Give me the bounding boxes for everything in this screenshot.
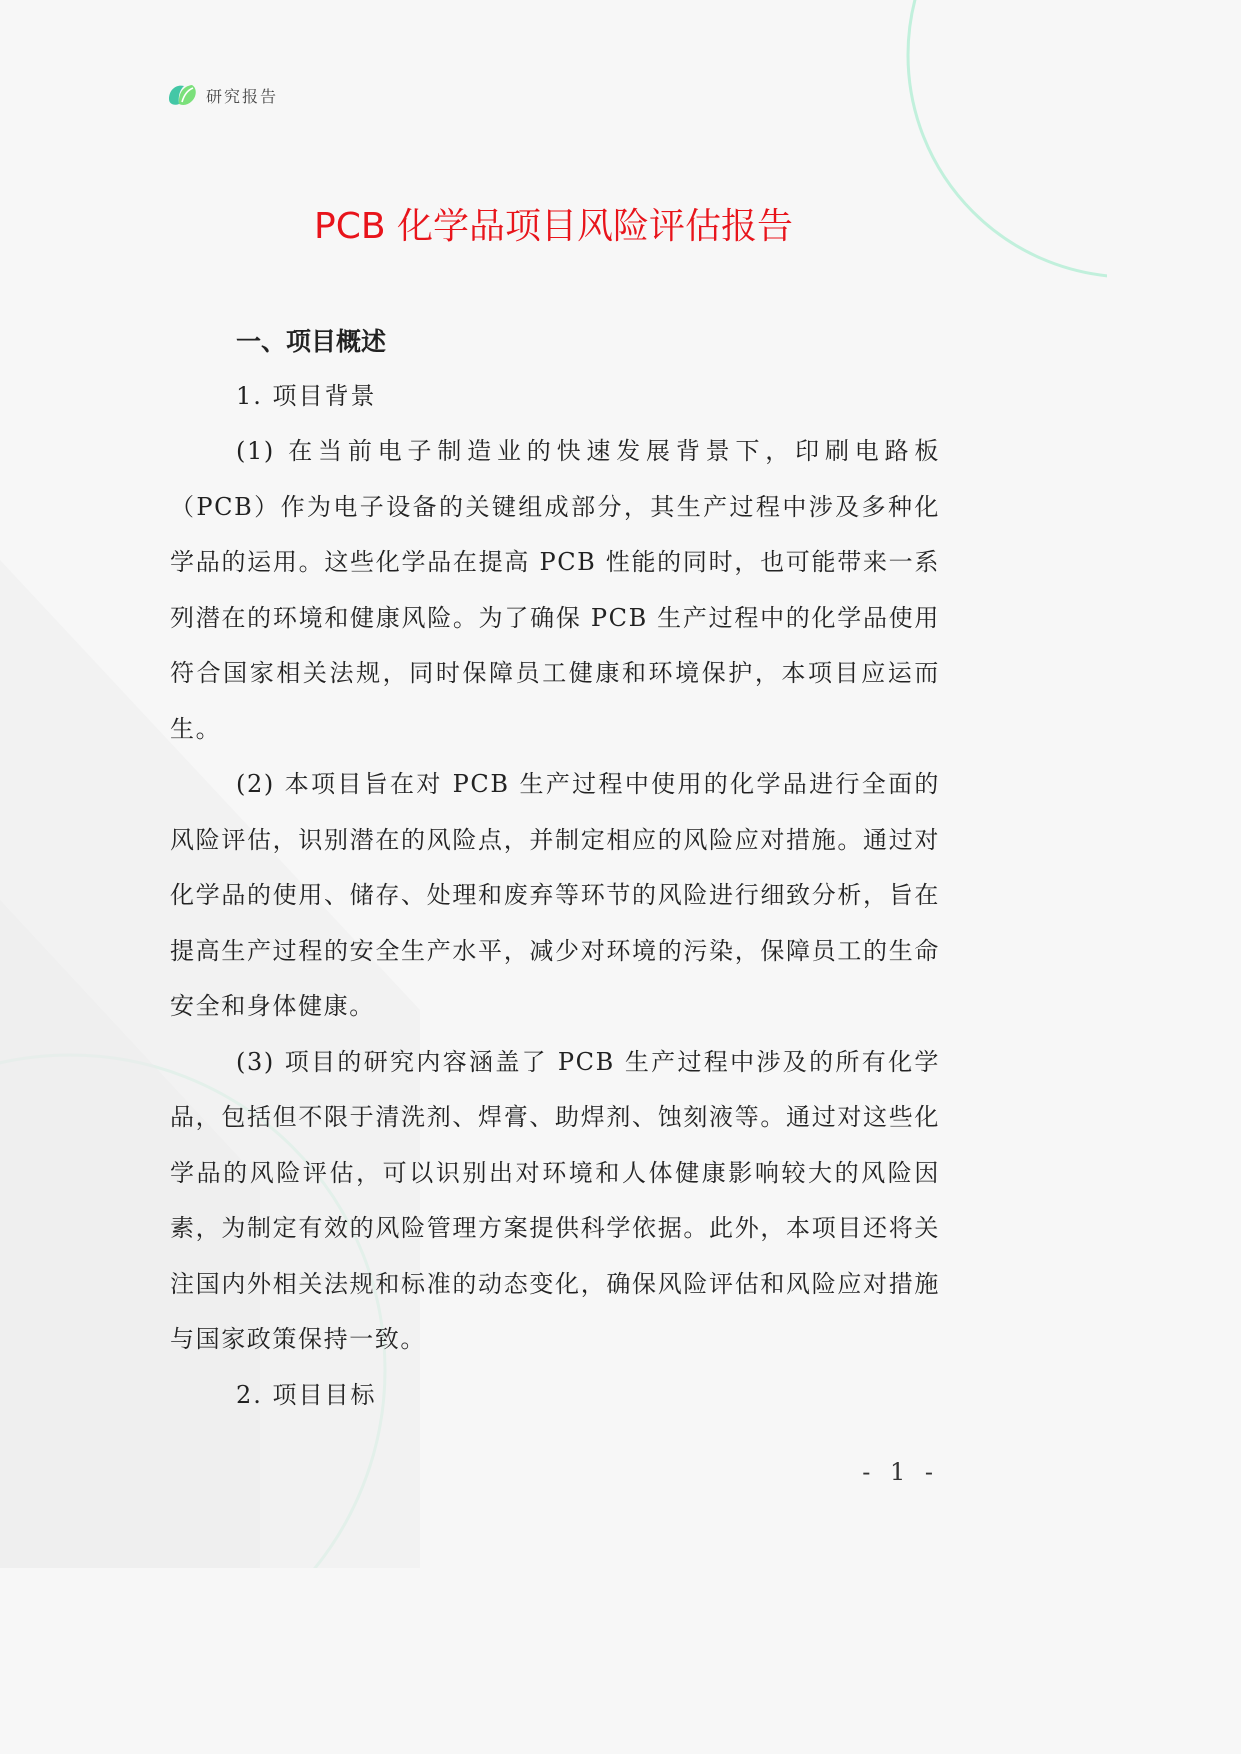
document-title: PCB 化学品项目风险评估报告 — [314, 206, 793, 247]
section-heading: 一、项目概述 — [236, 327, 387, 356]
leaf-logo-icon — [166, 80, 200, 110]
page-number: - 1 - — [862, 1458, 939, 1486]
brand-header — [166, 80, 278, 110]
subsection-heading-goals: 2. 项目目标 — [236, 1380, 377, 1409]
paragraph-1: (1) 在当前电子制造业的快速发展背景下，印刷电路板（PCB）作为电子设备的关键组成部分，其生产过程中涉及多种化学品的运用。这些化学品在提高 PCB 性能的同时，也可能带来一系列潜在的环境和健康风险。为了确保 PCB 生产过程中的化学品使用符合国家相关法规，同时保障员工健康和环境保护，本项目应运而生。 — [170, 437, 940, 743]
brand-label: 研究报告 — [206, 86, 279, 106]
paragraph-2: (2) 本项目旨在对 PCB 生产过程中使用的化学品进行全面的风险评估，识别潜在的风险点，并制定相应的风险应对措施。通过对化学品的使用、储存、处理和废弃等环节的风险进行细致分析，旨在提高生产过程的安全生产水平，减少对环境的污染，保障员工的生命安全和身体健康。 — [170, 770, 940, 1020]
paragraph-3: (3) 项目的研究内容涵盖了 PCB 生产过程中涉及的所有化学品，包括但不限于清洗剂、焊膏、助焊剂、蚀刻液等。通过对这些化学品的风险评估，可以识别出对环境和人体健康影响较大的风险因素，为制定有效的风险管理方案提供科学依据。此外，本项目还将关注国内外相关法规和标准的动态变化，确保风险评估和风险应对措施与国家政策保持一致。 — [170, 1047, 940, 1353]
subsection-heading-background: 1. 项目背景 — [236, 382, 377, 410]
document-body — [170, 314, 940, 1423]
